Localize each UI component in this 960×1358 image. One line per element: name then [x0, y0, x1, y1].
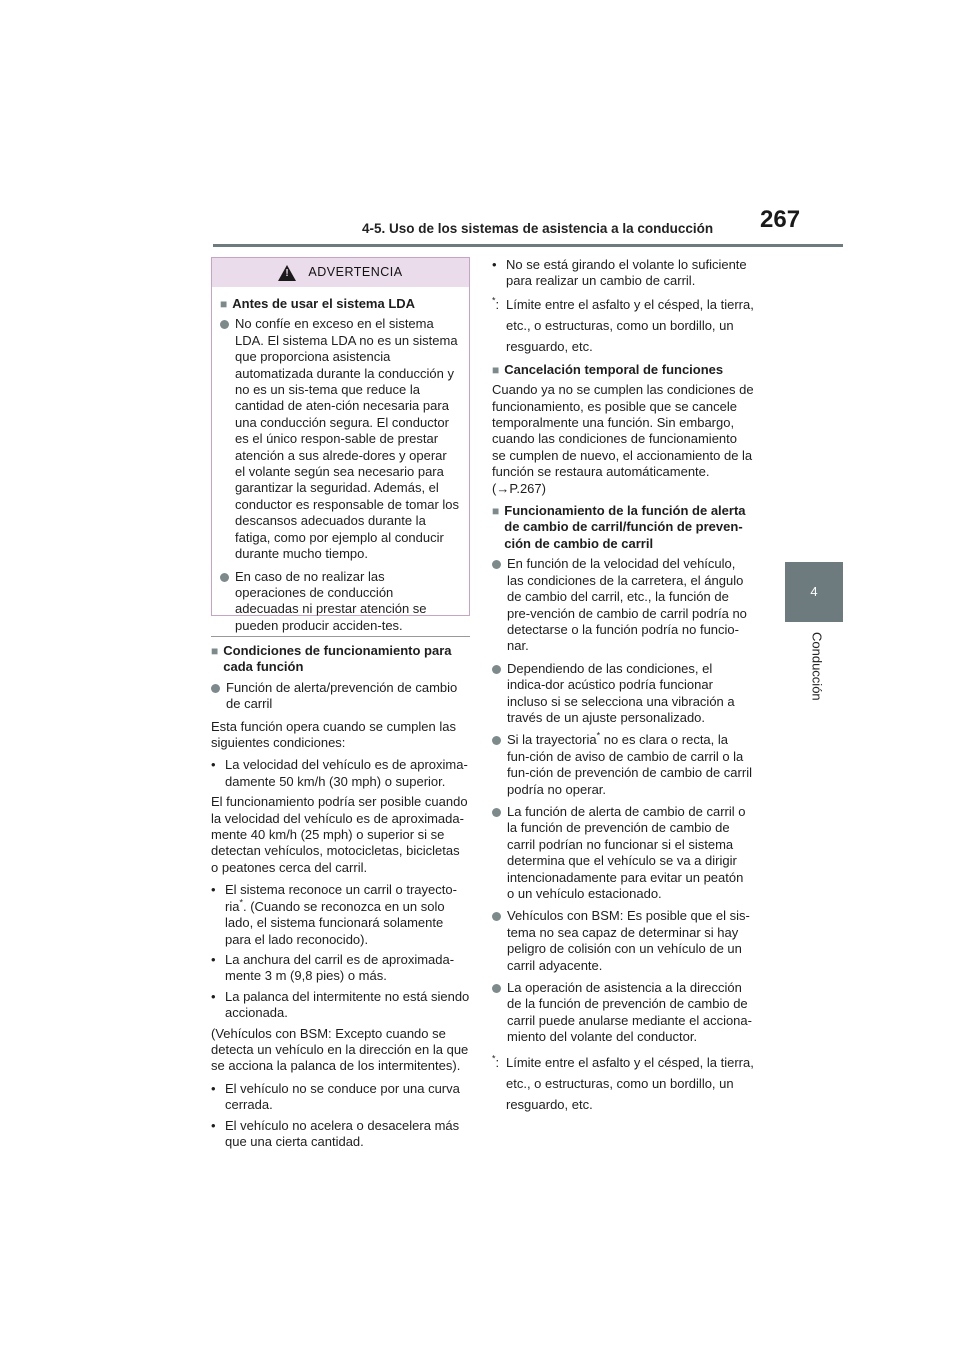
page-number: 267 — [760, 206, 801, 233]
right-column — [492, 257, 754, 1119]
circle-bullet-icon — [492, 808, 501, 817]
circle-bullet-icon — [492, 736, 501, 745]
bullet-item: La operación de asistencia a la dirección de la función de prevención de cambio de carril puede anularse mediante el acciona-miento del volante del conductor. — [492, 980, 754, 1046]
dash-item: • El sistema reconoce un carril o trayecto-ria*. (Cuando se reconozca en un solo lado, el sistema funcionará solamente para el lado reconocido). — [211, 882, 457, 947]
circle-bullet-icon — [211, 684, 220, 693]
footnote: *: Límite entre el asfalto y el césped, la tierra, etc., o estructuras, como un bordillo, un resguardo, etc. — [492, 295, 754, 354]
circle-bullet-icon — [492, 665, 501, 674]
paragraph: Cuando ya no se cumplen las condiciones de funcionamiento, es posible que se cancele temporalmente una función. Sin embargo, cuando las condiciones de funcionamiento se cumplen de nuevo, el accionamiento de la función se restaura automáticamente. (→P.267) — [492, 382, 754, 496]
circle-bullet-icon — [492, 560, 501, 569]
paragraph: Esta función opera cuando se cumplen las siguientes condiciones: — [211, 718, 456, 751]
dash-item: • La velocidad del vehículo es de aproxima-damente 50 km/h (30 mph) o superior. — [211, 757, 468, 789]
circle-bullet-icon — [492, 984, 501, 993]
bullet-item: La función de alerta de cambio de carril o la función de prevención de cambio de carril podrían no funcionar si el sistema determina que el vehículo se va a dirigir intencionadamente para evitar un peatón o un vehículo estacionado. — [492, 804, 754, 902]
square-bullet-icon: ■ — [211, 644, 219, 658]
bullet-item: Si la trayectoria* no es clara o recta, la fun-ción de aviso de cambio de carril o la fun-ción de prevención de cambio de carril podría no operar. — [492, 732, 754, 798]
chapter-label: Conducción — [809, 632, 825, 701]
warning-title: ADVERTENCIA — [308, 265, 403, 280]
dash-item: • El vehículo no se conduce por una curva cerrada. — [211, 1080, 460, 1113]
dash-item: • La palanca del intermitente no está siendo accionada. — [211, 988, 470, 1021]
dash-item: • El vehículo no acelera o desacelera más que una cierta cantidad. — [211, 1117, 460, 1149]
left-column — [211, 257, 470, 1154]
warning-bullet: No confíe en exceso en el sistema LDA. El sistema LDA no es un sistema que proporciona asistencia automatizada durante la conducción y no es un sis-tema que reduce la cantidad de aten-ción necesaria para una conducción segura. El conductor es el único respon-sable de prestar atención a sus alrede-dores y operar el volante según sea necesario para garantizar la seguridad. Además, el conductor es responsable de tomar los descansos adecuados durante la fatiga, como por ejemplo al conducir durante mucho tiempo. — [220, 316, 459, 562]
warning-header — [212, 258, 469, 287]
section-divider — [211, 636, 470, 637]
footnote: *: Límite entre el asfalto y el césped, la tierra, etc., o estructuras, como un bordillo, un resguardo, etc. — [492, 1053, 754, 1112]
warning-bullet: En caso de no realizar las operaciones de conducción adecuadas ni prestar atención se pueden producir acciden-tes. — [220, 569, 459, 635]
chapter-tab: 4 — [785, 562, 843, 622]
bullet-item: Función de alerta/prevención de cambio de carril — [211, 680, 470, 713]
warning-box — [211, 257, 470, 633]
square-bullet-icon: ■ — [492, 504, 500, 519]
arrow-right-icon: → — [496, 480, 510, 496]
header-title: 4-5. Uso de los sistemas de asistencia a la conducción — [362, 221, 714, 236]
section-heading: ■ Cancelación temporal de funciones — [492, 361, 724, 377]
section-heading: ■ Funcionamiento de la función de alerta de cambio de carril/función de preven-ción de cambio de carril — [492, 503, 746, 551]
warning-section-heading: ■ Antes de usar el sistema LDA — [220, 296, 416, 311]
square-bullet-icon: ■ — [492, 362, 500, 377]
bullet-item: En función de la velocidad del vehículo, las condiciones de la carretera, el ángulo de cambio del carril, etc., la función de pre-vención de cambio de carril podría no detectarse o la función podría no funcio-nar. — [492, 556, 754, 654]
section-heading: ■ Condiciones de funcionamiento para cada función — [211, 643, 452, 675]
warning-body — [212, 287, 469, 634]
circle-bullet-icon — [220, 573, 229, 582]
square-bullet-icon: ■ — [220, 297, 228, 311]
dash-item: • La anchura del carril es de aproximada-mente 3 m (9,8 pies) o más. — [211, 951, 455, 984]
bullet-item: Vehículos con BSM: Es posible que el sis-tema no sea capaz de determinar si hay peligro de colisión con un vehículo de un carril adyacente. — [492, 908, 754, 974]
circle-bullet-icon — [220, 320, 229, 329]
paragraph: El funcionamiento podría ser posible cuando la velocidad del vehículo es de aproximada-mente 40 km/h (25 mph) o superior si se detectan vehículos, motocicletas, bicicletas o peatones cerca del carril. — [211, 794, 468, 875]
dash-item: • No se está girando el volante lo suficiente para realizar un cambio de carril. — [492, 257, 747, 289]
bullet-item: Dependiendo de las condiciones, el indica-dor acústico podría funcionar incluso si se selecciona una vibración a través de un ajuste personalizado. — [492, 661, 754, 727]
circle-bullet-icon — [492, 912, 501, 921]
page-reference-link[interactable]: P.267) — [509, 480, 546, 496]
paragraph: (Vehículos con BSM: Excepto cuando se detecta un vehículo en la dirección en la que se acciona la palanca de los intermitentes). — [211, 1025, 469, 1074]
header-rule — [213, 244, 843, 247]
warning-icon: ! — [278, 265, 296, 281]
